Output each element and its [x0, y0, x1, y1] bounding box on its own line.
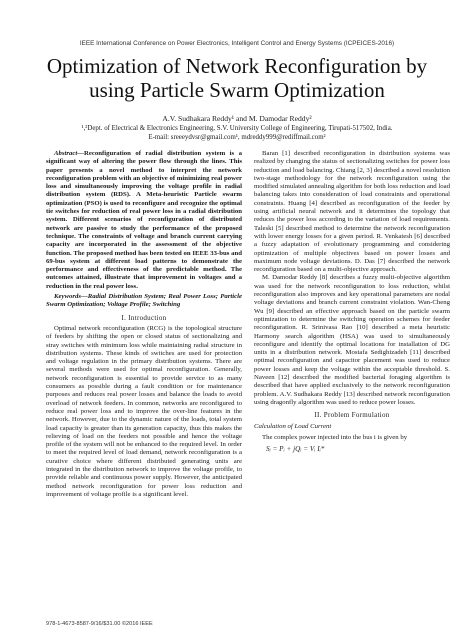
affiliation-line: ¹,²Dept. of Electrical & Electronics Engineering, S.V. University College of Engineering, Tirupati-517502, India. [81, 125, 393, 132]
paper-title: Optimization of Network Reconfiguration by using Particle Swarm Optimization [46, 54, 428, 102]
keywords-text: —Radial Distribution System; Real Power Loss; Particle Swarm Optimization; Voltage Profile; Switching [46, 293, 242, 309]
power-injection-equation: Sᵢ = Pᵢ + jQᵢ = Vᵢ Iᵢ* [266, 445, 325, 454]
abstract [46, 150, 242, 291]
conference-header: IEEE International Conference on Power Electronics, Intelligent Control and Energy Systems (ICPEICES-2016) [79, 40, 395, 47]
problem-formulation-heading: II. Problem Formulation [314, 411, 390, 420]
load-current-paragraph: The complex power injected into the bus i is given by [262, 433, 408, 441]
literature-paragraph-1: Baran [1] described reconfiguration in distribution systems was realized by changing the status of sectionalizing switches for power loss reduction and load balancing. Chiang [2, 3] described a novel resolution two-stage methodology for the network reconfiguration using the modified simulated annealing algorithm for both loss reduction and load balancing takes into consideration of load constraints and operational constraints. Huang [4] described as reconfiguration of the feeder by using artificial neural network and it determines the topology that reduces the power loss according to the variation of load requirements. Taleski [5] described method to determine the network reconfiguration with lower energy losses for a given period. R. Venkatesh [6] described a fuzzy adaptation of evolutionary programming and considering optimization of multiple objectives based on power losses and maximum node voltage deviations. D. Das [7] described the network reconfiguration based on a multi-objective approach. [254, 150, 450, 274]
keywords-label: Keywords [54, 293, 81, 301]
abstract-text: —Reconfiguration of radial distribution system is a significant way of altering the power flow through the lines. This paper presents a novel method to interpret the network reconfiguration problem with an objective of minimizing real power loss and simultaneously improving the voltage profile in radial distribution system (RDS). A Meta-heuristic Particle swarm optimization (PSO) is used to reconfigure and recognize the optimal tie switches for reduction of real power loss in a radial distribution system. Different scenarios of reconfiguration of distributed network are passive to study the performance of the proposed technique. The constraints of voltage and branch current carrying capacity are incorporated in the assessment of the objective function. The proposed method has been tested on IEEE 33-bus and 69-bus system at different load patterns to demonstrate the performance and effectiveness of the predictable method. The outcomes attained, illustrate that improvement in voltages and a reduction in the real power loss. [46, 150, 242, 290]
right-column [254, 150, 450, 453]
intro-heading: I. Introduction [121, 313, 167, 322]
copyright-footer: 978-1-4673-8587-9/16/$31.00 ©2016 IEEE [46, 621, 153, 627]
author-line: A.V. Sudhakara Reddy¹ and M. Damodar Reddy² [162, 114, 312, 123]
intro-paragraph: Optimal network reconfiguration (RCG) is the topological structure of feeders by shifting the open or closed status of sectionalizing and stray switches with minimum loss while maintaining radial structure in distribution systems. These kinds of switches are used for protection and voltage regulation in the primary distribution systems. There are several methods were used for optimal reconfiguration. Generally, network reconfiguration is essential to provide service to as many consumers as possible during a fault condition or for maintenance purposes and reduces real power losses and balance the loads to avoid overload of network feeders. In common, networks are reconfigured to reduce real power loss and to improve the over-line features in the network. However, due to the dynamic nature of the loads, total system load capacity is greater than its generation capacity, thus this makes the relieving of load on the feeders not possible and hence the voltage profile of the system will not be enhanced to the required level. In order to meet the required level of load demand, network reconfiguration is a curative choice where different distributed generating units are integrated in the distribution network to improve the voltage profile, to provide reliable and continuous power supply. However, the anticipated method network reconfiguration for power loss reduction and improvement of voltage profile is a significant level. [46, 324, 242, 498]
keywords [46, 293, 242, 310]
left-column [46, 150, 242, 499]
abstract-label: Abstract [54, 150, 78, 157]
email-line: E-mail: sreeeydvsr@gmail.com¹, mdreddy999@rediffmail.com² [148, 134, 326, 141]
load-current-subheading: Calculation of Load Current [254, 422, 332, 430]
literature-paragraph-2: M. Damodar Reddy [8] describes a fuzzy multi-objective algorithm was used for the network reconfiguration to loss reduction, whilst reconfiguration also improves and key operational parameters are nodal voltage deviations and branch current constraint violation. Wan-Cheng Wu [9] described an effective approach based on the particle swarm optimization to determine the switching operation schemes for feeder reconfiguration. R. Srinivasa Rao [10] described a meta heuristic Harmony search algorithm (HSA) was used to simultaneously reconfigure and identify the optimal locations for installation of DG units in a distribution network. Mostafa Sedighizadeh [11] described optimal reconfiguration and capacitor placement was used to reduce power losses and keep the voltage within the acceptable threshold. S. Naveen [12] described the modified bacterial foraging algorithm is described that have applied exclusively to the network reconfiguration problem. A.V. Sudhakara Reddy [13] described network reconfiguration using dragonfly algorithm was used to reduce power losses. [254, 274, 450, 406]
